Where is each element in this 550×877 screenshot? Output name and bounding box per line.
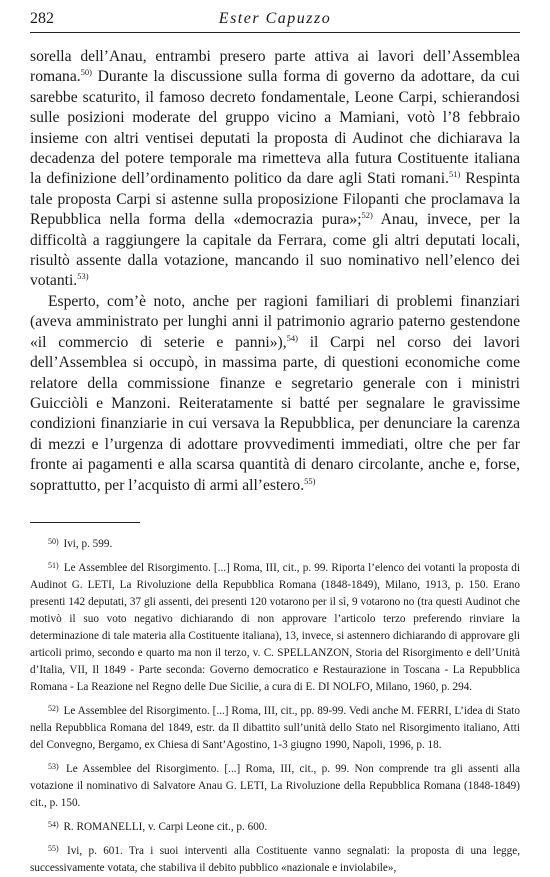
running-title: Ester Capuzzo bbox=[218, 10, 332, 27]
footnote bbox=[30, 816, 520, 836]
footnote-reference: 54) bbox=[286, 332, 298, 343]
page-number: 282 bbox=[30, 10, 54, 27]
footnote-mark: 50) bbox=[48, 536, 59, 546]
footnote-mark: 52) bbox=[48, 703, 59, 713]
paragraph bbox=[30, 292, 520, 496]
footnotes bbox=[30, 533, 520, 877]
footnote-mark: 54) bbox=[48, 819, 59, 829]
footnote bbox=[30, 557, 520, 696]
footnote-reference: 51) bbox=[448, 169, 461, 180]
footnote-text: Le Assemblee del Risorgimento. [...] Roma, III, cit., p. 99. Non comprende tra gli assenti alla votazione il nominativo di Salvatore Anau G. LETI, La Rivoluzione della Repubblica Romana (1848-1849) cit., p. 150. bbox=[30, 762, 520, 809]
footnote-mark: 53) bbox=[48, 761, 59, 771]
main-text bbox=[30, 47, 520, 496]
page-header bbox=[30, 6, 520, 33]
footnote bbox=[30, 533, 520, 553]
footnote bbox=[30, 758, 520, 812]
paragraph-text: Esperto, com’è noto, anche per ragioni familiari di problemi finanziari (aveva amministrato per lunghi anni il patrimonio agrario paterno gestendone «il commercio di seterie e panni»), bbox=[30, 292, 520, 351]
paragraph-text: sorella dell’Anau, entrambi presero parte attiva ai lavori dell’Assemblea romana. bbox=[30, 48, 520, 86]
footnote-separator bbox=[30, 522, 140, 523]
footnote-text: Le Assemblee del Risorgimento. [...] Roma, III, cit., p. 99. Riporta l’elenco dei votanti la proposta di Audinot G. LETI, La Rivoluzione della Repubblica Romana (1848-1849), Milano, 1913, p. 150. Erano presenti 142 deputati, 37 gli assenti, dei presenti 120 votarono per il sì, 9 votarono no (tra questi Audinot che motivò il suo voto negativo dichiarando di non approvare l’articolo terzo preferendo rinviare la determinazione di tale materia alla Costituente italiana), 13, invece, si astennero dichiarando di approvare gli articoli primo, secondo e quarto ma non il terzo, v. C. SPELLANZON, Storia del Risorgimento e dell’Unità d’Italia, VII, Il 1849 - Parte seconda: Governo democratico e Restaurazione in Toscana - La Repubblica Romana - La Reazione nel Regno delle Due Sicilie, a cura di E. DI NOLFO, Milano, 1960, p. 294. bbox=[30, 561, 520, 693]
footnote-reference: 52) bbox=[361, 210, 373, 221]
paragraph-text: Respinta tale proposta Carpi si astenne sulla proposizione Filopanti che proclamava la Repubblica nella forma della «democrazia pura»; bbox=[30, 170, 520, 229]
footnote-reference: 50) bbox=[80, 67, 93, 78]
paragraph-text: il Carpi nel corso dei lavori dell’Assemblea si occupò, in massima parte, di questioni economiche come relatore della commissione finanze e segretario generale con i ministri Guicciòli e Manzoni. Reiteratamente si batté per segnalare le gravissime condizioni finanziarie in cui versava la Repubblica, per denunciare la carenza di mezzi e l’urgenza di adottare provvedimenti immediati, oltre che per far fronte ai pagamenti e alla scarsa quantità di denaro circolante, anche e, forse, soprattutto, per l’acquisto di armi all’estero. bbox=[30, 333, 520, 494]
paragraph bbox=[30, 47, 520, 292]
footnote bbox=[30, 700, 520, 754]
footnote-mark: 51) bbox=[48, 560, 59, 570]
footnote-text: Le Assemblee del Risorgimento. [...] Roma, III, cit., pp. 89-99. Vedi anche M. FERRI, L’idea di Stato nella Repubblica Romana del 1849, estr. da Il dibattito sull’unità dello Stato nel Risorgimento italiano, Atti del Convegno, Bergamo, ex Chiesa di Sant’Agostino, 1-3 giugno 1990, Napoli, 1996, p. 18. bbox=[30, 704, 520, 751]
footnote-mark: 55) bbox=[48, 843, 59, 853]
paragraph-text: Durante la discussione sulla forma di governo da adottare, da cui sarebbe scaturito, il famoso decreto fondamentale, Leone Carpi, schierandosi sulle posizioni moderate del gruppo vicino a Mamiani, votò l’8 febbraio insieme con altri ventisei deputati la proposta di Audinot che dichiarava la decadenza del potere temporale ma rimetteva alla futura Costituente italiana la definizione dell’ordinamento politico da dare agli Stati romani. bbox=[30, 68, 520, 188]
paragraph-text: Anau, invece, per la difficoltà a raggiungere la capitale da Ferrara, come gli altri deputati locali, risultò assente dalla votazione, mancando il suo nominativo nell’elenco dei votanti. bbox=[30, 211, 520, 290]
footnote-text: Ivi, p. 601. Tra i suoi interventi alla Costituente vanno segnalati: la proposta di una legge, successivamente votata, che stabiliva il debito pubblico «nazionale e inviolabile», bbox=[30, 844, 521, 874]
footnote-text: Ivi, p. 599. bbox=[63, 537, 113, 550]
footnote-text: R. ROMANELLI, v. Carpi Leone cit., p. 600. bbox=[63, 820, 268, 833]
footnote bbox=[30, 840, 520, 877]
footnote-reference: 55) bbox=[304, 475, 316, 486]
footnote-reference: 53) bbox=[77, 271, 89, 282]
